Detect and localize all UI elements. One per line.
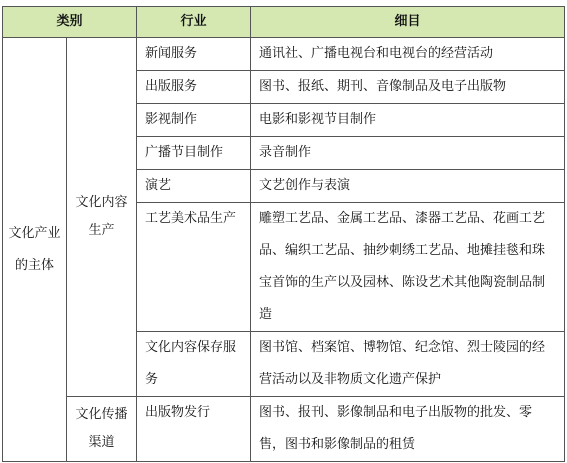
- detail-cell: 图书、报刊、影像制品和电子出版物的批发、零售，图书和影像制品的租赁: [251, 397, 565, 462]
- industry-cell: 影视制作: [137, 104, 251, 137]
- detail-cell: 通讯社、广播电视台和电视台的经营活动: [251, 38, 565, 71]
- detail-cell: 图书、报纸、期刊、音像制品及电子出版物: [251, 71, 565, 104]
- industry-cell: 出版服务: [137, 71, 251, 104]
- detail-cell: 雕塑工艺品、金属工艺品、漆器工艺品、花画工艺品、编织工艺品、抽纱刺绣工艺品、地摊挂毯和珠宝首饰的生产以及园林、陈设艺术其他陶瓷制品制造: [251, 203, 565, 332]
- table-row: [3, 397, 565, 462]
- industry-cell: 演艺: [137, 170, 251, 203]
- header-detail: 细目: [251, 7, 565, 38]
- industry-cell: 工艺美术品生产: [137, 203, 251, 332]
- detail-cell: 图书馆、档案馆、博物馆、纪念馆、烈士陵园的经营活动以及非物质文化遗产保护: [251, 332, 565, 397]
- header-category: 类别: [3, 7, 137, 38]
- subcategory-distribution-channel: 文化传播渠道: [67, 397, 137, 462]
- industry-cell: 文化内容保存服务: [137, 332, 251, 397]
- industry-cell: 广播节目制作: [137, 137, 251, 170]
- detail-cell: 电影和影视节目制作: [251, 104, 565, 137]
- category-cell: 文化产业的主体: [3, 38, 67, 462]
- table-row: [3, 38, 565, 71]
- culture-industry-table: [2, 6, 565, 462]
- subcategory-content-production: 文化内容生产: [67, 38, 137, 397]
- header-industry: 行业: [137, 7, 251, 38]
- detail-cell: 录音制作: [251, 137, 565, 170]
- industry-cell: 出版物发行: [137, 397, 251, 462]
- industry-cell: 新闻服务: [137, 38, 251, 71]
- detail-cell: 文艺创作与表演: [251, 170, 565, 203]
- header-row: [3, 7, 565, 38]
